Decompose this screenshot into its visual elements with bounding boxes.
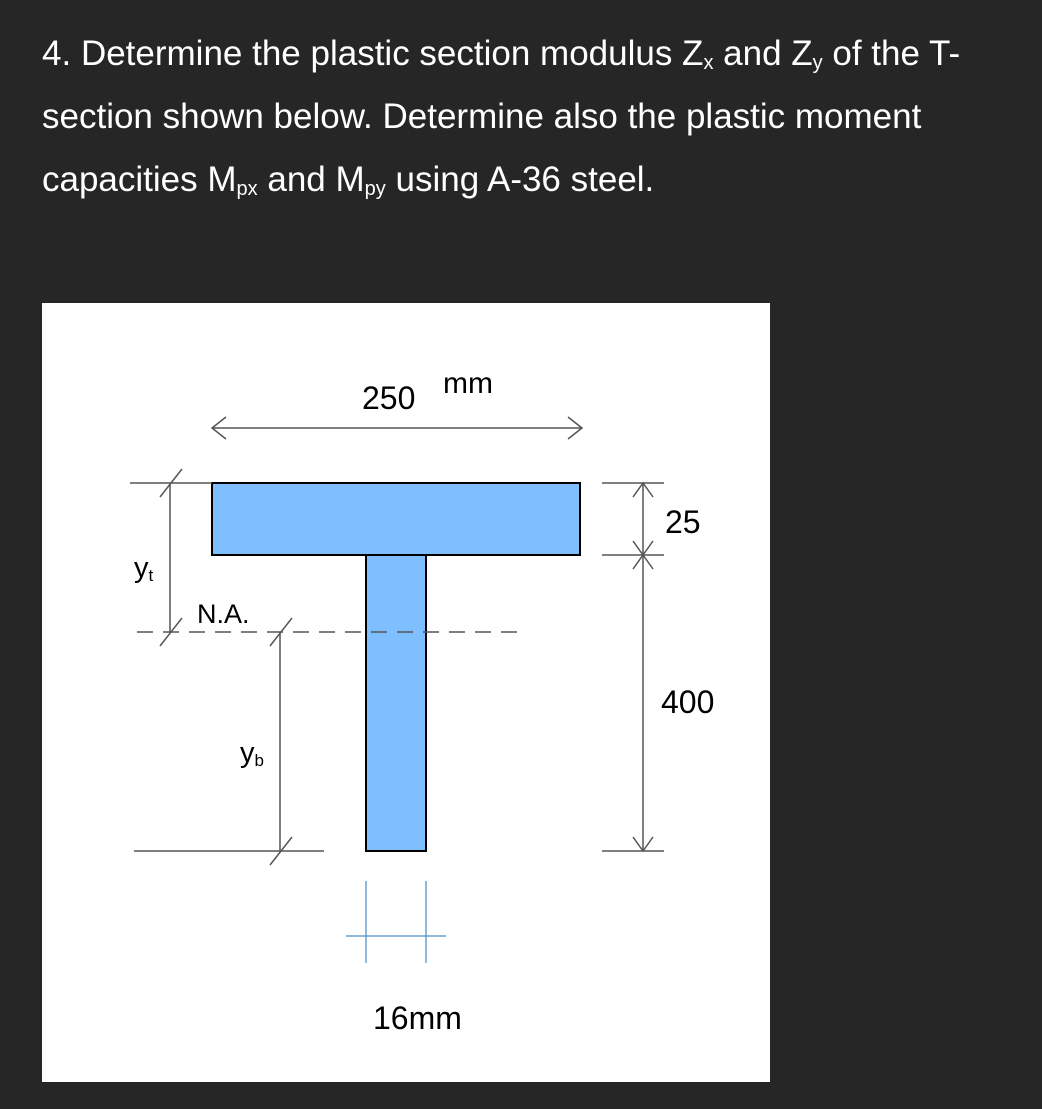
yt-sub: t bbox=[148, 566, 154, 585]
problem-text-3: of the T-section shown below. Determine also the plastic moment capacities M bbox=[42, 34, 961, 199]
problem-number: 4. bbox=[42, 34, 72, 73]
problem-text-5: using A-36 steel. bbox=[385, 160, 655, 199]
problem-text-4: and M bbox=[257, 160, 365, 199]
yt-label bbox=[134, 552, 154, 585]
web-thickness-dimension bbox=[346, 881, 446, 963]
yb-label bbox=[240, 737, 264, 770]
t-section-diagram bbox=[42, 303, 770, 1082]
problem-text-1: Determine the plastic section modulus Z bbox=[80, 34, 704, 73]
flange-thickness-label: 25 bbox=[665, 504, 701, 540]
yt-main: y bbox=[134, 552, 149, 584]
flange-width-dimension bbox=[212, 417, 582, 439]
total-depth-label: 400 bbox=[661, 684, 715, 720]
mpy-subscript: py bbox=[364, 178, 386, 200]
yb-sub: b bbox=[254, 751, 264, 770]
t-section-figure bbox=[42, 303, 770, 1082]
web-thickness-label: 16mm bbox=[373, 1000, 462, 1036]
web bbox=[366, 555, 426, 851]
problem-statement bbox=[42, 22, 1002, 211]
neutral-axis-label: N.A. bbox=[197, 599, 250, 629]
flange bbox=[212, 483, 580, 555]
yb-main: y bbox=[240, 737, 255, 769]
zy-subscript: y bbox=[812, 52, 823, 74]
yb-dimension bbox=[134, 618, 324, 865]
zx-subscript: x bbox=[703, 52, 714, 74]
depth-dimension bbox=[602, 483, 664, 851]
flange-width-value: 250 bbox=[362, 380, 416, 416]
flange-width-unit: mm bbox=[443, 367, 493, 400]
mpx-subscript: px bbox=[236, 178, 258, 200]
problem-text-2: and Z bbox=[713, 34, 813, 73]
